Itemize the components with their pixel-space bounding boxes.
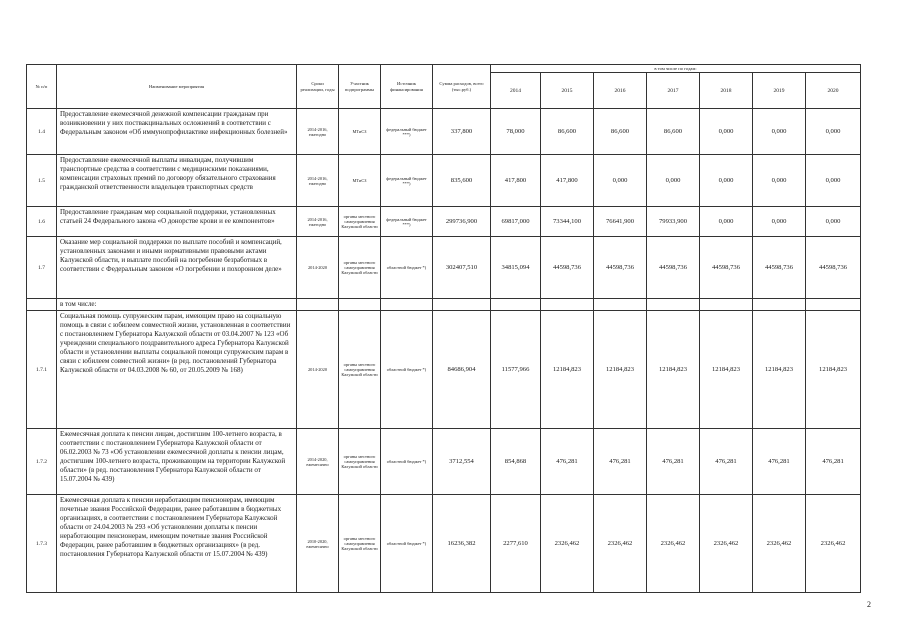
- row-year-value: 44598,736: [541, 237, 594, 299]
- row-year-value: 44598,736: [700, 237, 753, 299]
- row-name: Предоставление ежемесячной выплаты инвалидам, получившим транспортные средства в соответствии с медицинскими показаниями, компенсации страховых премий по договору обязательного страхования гражданской ответственности владельцев транспортных средств: [57, 155, 297, 207]
- row-year-value: [491, 299, 541, 311]
- row-year-value: 476,281: [594, 429, 647, 495]
- row-index: 1.7: [27, 237, 57, 299]
- row-year-value: 73344,100: [541, 207, 594, 237]
- row-year-value: 2326,462: [647, 495, 700, 593]
- row-source: областной бюджет *): [381, 311, 433, 429]
- row-year-value: 44598,736: [806, 237, 861, 299]
- row-year-value: 12184,823: [541, 311, 594, 429]
- row-year-value: 0,000: [806, 155, 861, 207]
- row-year-value: [753, 299, 806, 311]
- row-year-value: 86,600: [594, 109, 647, 155]
- row-year-value: [541, 299, 594, 311]
- budget-table-sheet: [26, 64, 861, 593]
- row-year-value: 79933,900: [647, 207, 700, 237]
- row-total: 84686,904: [433, 311, 491, 429]
- row-year-value: 78,000: [491, 109, 541, 155]
- row-year-value: 12184,823: [806, 311, 861, 429]
- row-source: областной бюджет *): [381, 237, 433, 299]
- row-source: федеральный бюджет ***): [381, 155, 433, 207]
- row-index: 1.6: [27, 207, 57, 237]
- row-participant: органы местного самоуправления Калужской области: [339, 237, 381, 299]
- row-year-value: 417,800: [541, 155, 594, 207]
- row-participant: органы местного самоуправления Калужской области: [339, 207, 381, 237]
- row-participant: органы местного самоуправления Калужской области: [339, 311, 381, 429]
- row-terms: 2014-2016, ежегодно: [297, 207, 339, 237]
- header-year-group: в том числе по годам:: [491, 65, 861, 73]
- row-index: 1.5: [27, 155, 57, 207]
- row-name: в том числе:: [57, 299, 297, 311]
- row-participant: органы местного самоуправления Калужской области: [339, 429, 381, 495]
- table-row: [27, 155, 861, 207]
- row-year-value: 417,800: [491, 155, 541, 207]
- row-participant: МТиСЗ: [339, 155, 381, 207]
- row-year-value: 2326,462: [753, 495, 806, 593]
- row-year-value: 12184,823: [647, 311, 700, 429]
- header-participant: Участник подпрограммы: [339, 65, 381, 109]
- row-name: Ежемесячная доплата к пенсии лицам, достигшим 100-летнего возраста, в соответствии с постановлением Губернатора Калужской области от 06.02.2003 № 73 «Об установлении ежемесячной доплаты к пенсии лицам, достигшим 100-летнего возраста, проживающим на территории Калужской области» (в ред. постановления Губернатора Калужской области от 15.07.2004 № 439): [57, 429, 297, 495]
- row-year-value: 0,000: [700, 109, 753, 155]
- row-year-value: 69817,000: [491, 207, 541, 237]
- row-participant: [339, 299, 381, 311]
- header-year: 2018: [700, 73, 753, 109]
- row-total: 835,600: [433, 155, 491, 207]
- row-year-value: [806, 299, 861, 311]
- row-name: Предоставление гражданам мер социальной поддержки, установленных статьей 24 Федерального закона «О донорстве крови и ее компонентов»: [57, 207, 297, 237]
- header-year: 2017: [647, 73, 700, 109]
- row-terms: 2014-2020: [297, 237, 339, 299]
- row-terms: 2014-2020, ежемесячно: [297, 429, 339, 495]
- row-total: 299736,900: [433, 207, 491, 237]
- header-total: Сумма расходов, всего (тыс.руб.): [433, 65, 491, 109]
- row-total: 3712,554: [433, 429, 491, 495]
- row-year-value: 0,000: [806, 207, 861, 237]
- row-year-value: 44598,736: [647, 237, 700, 299]
- row-terms: 2014-2020: [297, 311, 339, 429]
- row-year-value: 86,600: [647, 109, 700, 155]
- row-year-value: [647, 299, 700, 311]
- row-year-value: 0,000: [753, 207, 806, 237]
- header-source: Источник финансирования: [381, 65, 433, 109]
- page-number: 2: [867, 600, 871, 609]
- table-row: [27, 311, 861, 429]
- row-year-value: 34815,094: [491, 237, 541, 299]
- row-year-value: 86,600: [541, 109, 594, 155]
- row-year-value: 0,000: [700, 155, 753, 207]
- header-year: 2016: [594, 73, 647, 109]
- row-year-value: 476,281: [647, 429, 700, 495]
- row-total: 16236,382: [433, 495, 491, 593]
- row-index: 1.7.3: [27, 495, 57, 593]
- table-row: [27, 495, 861, 593]
- header-name: Наименование мероприятия: [57, 65, 297, 109]
- row-index: 1.7.2: [27, 429, 57, 495]
- row-year-value: 44598,736: [753, 237, 806, 299]
- table-row: [27, 207, 861, 237]
- row-name: Предоставление ежемесячной денежной компенсации гражданам при возникновении у них поствакцинальных осложнений в соответствии с Федеральным законом «Об иммунопрофилактике инфекционных болезней»: [57, 109, 297, 155]
- row-year-value: 476,281: [806, 429, 861, 495]
- row-index: [27, 299, 57, 311]
- row-year-value: 476,281: [700, 429, 753, 495]
- row-year-value: 12184,823: [753, 311, 806, 429]
- header-row-top: [27, 65, 861, 73]
- row-year-value: 476,281: [753, 429, 806, 495]
- row-source: областной бюджет *): [381, 495, 433, 593]
- row-terms: 2014-2016, ежегодно: [297, 155, 339, 207]
- row-year-value: 12184,823: [594, 311, 647, 429]
- row-year-value: 0,000: [700, 207, 753, 237]
- row-index: 1.7.1: [27, 311, 57, 429]
- budget-table: [26, 64, 861, 593]
- row-terms: [297, 299, 339, 311]
- row-source: федеральный бюджет ***): [381, 207, 433, 237]
- table-row: [27, 429, 861, 495]
- row-name: Ежемесячная доплата к пенсии неработающим пенсионерам, имеющим почетные звания Российской Федерации, ранее работавшим в бюджетных организациях, в соответствии с постановлением Губернатора Калужской области от 24.04.2003 № 293 «Об установлении доплаты к пенсии неработающим пенсионерам, имеющим почетные звания Российской Федерации, ранее работавшим в бюджетных организациях» (в ред. постановления Губернатора Калужской области от 15.07.2004 № 439): [57, 495, 297, 593]
- row-participant: органы местного самоуправления Калужской области: [339, 495, 381, 593]
- row-year-value: 2326,462: [541, 495, 594, 593]
- row-year-value: [700, 299, 753, 311]
- table-row: [27, 299, 861, 311]
- row-year-value: 2326,462: [594, 495, 647, 593]
- row-total: [433, 299, 491, 311]
- row-year-value: 2326,462: [806, 495, 861, 593]
- table-row: [27, 109, 861, 155]
- header-year: 2020: [806, 73, 861, 109]
- row-terms: 2010-2020, ежемесячно: [297, 495, 339, 593]
- header-year: 2014: [491, 73, 541, 109]
- row-index: 1.4: [27, 109, 57, 155]
- row-year-value: 854,868: [491, 429, 541, 495]
- row-source: областной бюджет *): [381, 429, 433, 495]
- row-year-value: 0,000: [647, 155, 700, 207]
- row-terms: 2014-2016, ежегодно: [297, 109, 339, 155]
- row-year-value: 11577,966: [491, 311, 541, 429]
- row-year-value: 0,000: [753, 109, 806, 155]
- header-terms: Сроки реализации, годы: [297, 65, 339, 109]
- row-year-value: 0,000: [753, 155, 806, 207]
- row-name: Оказание мер социальной поддержки по выплате пособий и компенсаций, установленных законами и иными нормативными правовыми актами Калужской области, и выплате пособий на погребение безработных в соответствии с Федеральным законом «О погребении и похоронном деле»: [57, 237, 297, 299]
- row-year-value: 2277,610: [491, 495, 541, 593]
- row-year-value: 0,000: [806, 109, 861, 155]
- row-total: 302407,510: [433, 237, 491, 299]
- row-total: 337,800: [433, 109, 491, 155]
- row-year-value: 76641,900: [594, 207, 647, 237]
- header-index: № п/п: [27, 65, 57, 109]
- row-year-value: 12184,823: [700, 311, 753, 429]
- header-year: 2019: [753, 73, 806, 109]
- row-name: Социальная помощь супружеским парам, имеющим право на социальную помощь в связи с юбилеем совместной жизни, установленная в соответствии с постановлением Губернатора Калужской области от 03.04.2007 № 123 «Об учреждении специального поздравительного адреса Губернатора Калужской области и установлении выплаты социальной помощи супружеским парам в связи с юбилеем совместной жизни» (в ред. постановлений Губернатора Калужской области от 04.03.2008 № 60, от 20.05.2009 № 168): [57, 311, 297, 429]
- row-year-value: 44598,736: [594, 237, 647, 299]
- row-year-value: 0,000: [594, 155, 647, 207]
- row-participant: МТиСЗ: [339, 109, 381, 155]
- header-year: 2015: [541, 73, 594, 109]
- row-source: федеральный бюджет ***): [381, 109, 433, 155]
- row-source: [381, 299, 433, 311]
- table-row: [27, 237, 861, 299]
- row-year-value: [594, 299, 647, 311]
- row-year-value: 2326,462: [700, 495, 753, 593]
- row-year-value: 476,281: [541, 429, 594, 495]
- table-body: [27, 109, 861, 593]
